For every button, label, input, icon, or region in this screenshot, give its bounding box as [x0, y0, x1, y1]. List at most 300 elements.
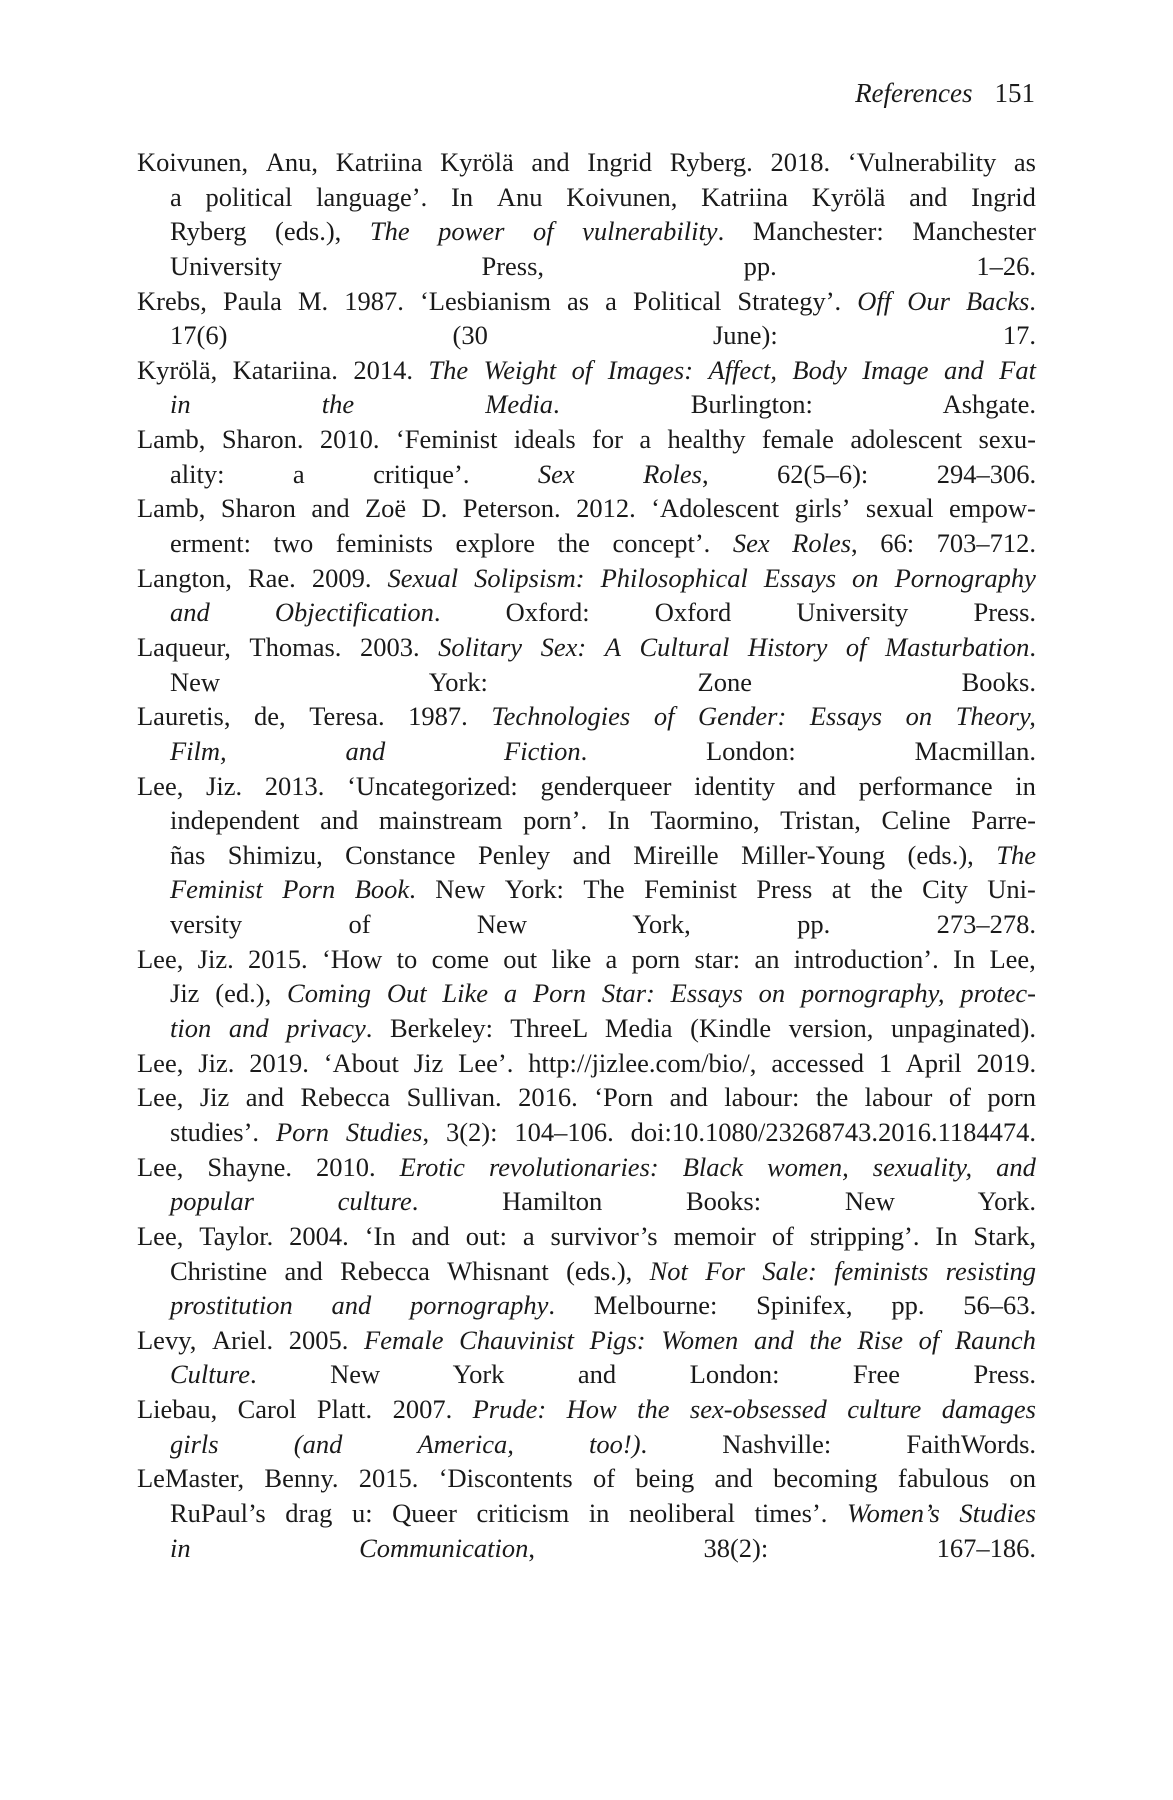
reference-word: Out: [386, 978, 427, 1009]
reference-word: pp.: [797, 909, 831, 940]
reference-word: ThreeL: [510, 1013, 588, 1044]
reference-word: New: [435, 874, 486, 905]
reference-word: Solitary: [438, 631, 523, 662]
reference-line: [137, 734, 1036, 769]
reference-line: [137, 214, 1036, 249]
reference-entry: [137, 353, 1036, 422]
reference-word: York: [452, 1359, 505, 1390]
reference-word: Lee,: [137, 1082, 184, 1113]
reference-word: Feminist: [170, 874, 263, 905]
reference-word: ‘Uncategorized:: [347, 770, 518, 801]
reference-line: [137, 803, 1036, 838]
reference-word: How: [566, 1394, 617, 1425]
reference-word: erment:: [170, 528, 251, 559]
reference-word: and: [577, 1359, 617, 1390]
reference-word: Ariel.: [212, 1324, 274, 1355]
reference-word: Shayne.: [207, 1151, 292, 1182]
reference-word: 1987.: [344, 285, 404, 316]
reference-word: girls’: [794, 493, 851, 524]
reference-word: Free: [852, 1359, 901, 1390]
reference-word: Melbourne:: [593, 1290, 718, 1321]
reference-word: 2013.: [264, 770, 325, 801]
reference-word: University: [170, 250, 282, 281]
reference-word: Star:: [601, 978, 655, 1009]
reference-word: April: [905, 1047, 962, 1078]
reference-word: Sexual: [387, 562, 459, 593]
reference-word: Jiz: [170, 978, 200, 1009]
reference-line: [137, 699, 1036, 734]
reference-word: ‘About: [323, 1047, 399, 1078]
reference-word: Objectification.: [274, 597, 441, 628]
reference-word: Women: [661, 1324, 739, 1355]
reference-word: Pornography: [894, 562, 1036, 593]
reference-word: Sharon: [220, 493, 296, 524]
reference-word: the: [815, 1082, 849, 1113]
reference-line: [137, 491, 1036, 526]
reference-word: Culture.: [170, 1359, 257, 1390]
reference-word: and: [996, 1151, 1036, 1182]
reference-word: New: [330, 1359, 381, 1390]
reference-word: porn’.: [523, 805, 588, 836]
reference-word: and: [284, 1255, 323, 1286]
reference-word: and: [909, 181, 948, 212]
reference-word: Platt.: [316, 1394, 373, 1425]
reference-word: a: [292, 458, 305, 489]
reference-line: [137, 145, 1036, 180]
reference-word: (eds.),: [275, 216, 342, 247]
reference-word: a: [605, 285, 617, 316]
reference-word: culture.: [337, 1186, 419, 1217]
reference-word: 273–278.: [936, 909, 1036, 940]
reference-word: Pigs:: [589, 1324, 646, 1355]
reference-word: 1–26.: [976, 250, 1037, 281]
reference-word: Katriina: [335, 147, 423, 177]
reference-word: revolutionaries:: [488, 1151, 659, 1182]
reference-entry: [137, 1080, 1036, 1149]
reference-word: critique’.: [373, 458, 470, 489]
reference-word: Lee,: [137, 943, 184, 974]
reference-line: [137, 457, 1036, 492]
reference-word: Weight: [483, 354, 557, 385]
reference-line: [137, 561, 1036, 596]
reference-word: Books.: [961, 666, 1036, 697]
reference-word: M.: [297, 285, 329, 316]
reference-word: Solipsism:: [474, 562, 585, 593]
reference-word: a: [605, 943, 618, 974]
reference-word: out:: [465, 1220, 507, 1251]
reference-word: Roles,: [792, 528, 858, 559]
reference-word: Porn: [282, 874, 336, 905]
reference-word: York,: [632, 909, 691, 940]
reference-word: too!).: [589, 1428, 648, 1459]
reference-word: Like: [442, 978, 489, 1009]
reference-entry: [137, 942, 1036, 1046]
reference-word: ‘Adolescent: [651, 493, 780, 524]
reference-entry: [137, 1461, 1036, 1565]
reference-word: survivor’s: [550, 1220, 658, 1251]
reference-line: [137, 526, 1036, 561]
reference-word: Laqueur,: [137, 631, 231, 662]
reference-word: New: [170, 666, 221, 697]
reference-word: Press: [756, 874, 813, 905]
reference-word: Nashville:: [722, 1428, 832, 1459]
reference-word: concept’.: [612, 528, 711, 559]
reference-word: Press.: [973, 597, 1037, 628]
reference-word: Philosophical: [600, 562, 748, 593]
reference-line: [137, 630, 1036, 665]
reference-word: 2003.: [359, 631, 420, 662]
reference-word: (eds.),: [566, 1255, 633, 1286]
reference-word: drag: [285, 1497, 333, 1528]
reference-word: and: [753, 1324, 794, 1355]
reference-word: 17(6): [170, 320, 228, 351]
reference-word: LeMaster,: [137, 1463, 245, 1494]
reference-word: Constance: [345, 839, 456, 870]
reference-word: Thomas.: [249, 631, 342, 662]
reference-word: criticism: [476, 1497, 570, 1528]
reference-word: Lee,: [137, 1220, 184, 1251]
reference-word: of: [771, 1220, 794, 1251]
reference-word: privacy.: [286, 1013, 373, 1044]
reference-word: in: [170, 1532, 191, 1563]
reference-word: The: [428, 354, 469, 385]
reference-word: Rebecca: [340, 1255, 430, 1286]
reference-word: ‘Porn: [594, 1082, 654, 1113]
reference-word: The: [996, 839, 1036, 870]
reference-word: New: [844, 1186, 895, 1217]
reference-word: and: [331, 1290, 372, 1321]
reference-word: sexu-: [978, 424, 1036, 455]
reference-word: Strategy’.: [737, 285, 842, 316]
reference-line: [137, 1254, 1036, 1289]
reference-word: pp.: [891, 1290, 925, 1321]
reference-word: Jiz: [413, 1047, 444, 1078]
reference-word: Mireille: [633, 839, 719, 870]
reference-word: for: [592, 424, 623, 455]
reference-word: in: [170, 389, 191, 420]
reference-line: [137, 180, 1036, 215]
reference-word: Sale:: [762, 1255, 817, 1286]
reference-line: [137, 1288, 1036, 1323]
reference-word: Katariina.: [232, 354, 338, 385]
reference-word: and: [531, 147, 570, 177]
reference-word: resisting: [945, 1255, 1036, 1286]
reference-word: of: [653, 701, 675, 732]
reference-word: New: [476, 909, 527, 940]
reference-word: of: [571, 354, 593, 385]
reference-word: of: [948, 1082, 971, 1113]
reference-word: 2012.: [576, 493, 636, 524]
reference-word: female: [761, 424, 834, 455]
reference-word: Political: [633, 285, 722, 316]
reference-word: protec-: [960, 978, 1036, 1009]
reference-line: [137, 769, 1036, 804]
reference-word: Stark,: [973, 1220, 1036, 1251]
reference-word: 1: [878, 1047, 893, 1078]
reference-word: Raunch: [954, 1324, 1036, 1355]
reference-word: feminists: [335, 528, 433, 559]
reference-word: Porn: [532, 978, 586, 1009]
reference-entry: [137, 1392, 1036, 1461]
reference-word: RuPaul’s: [170, 1497, 266, 1528]
reference-word: 2015.: [248, 943, 308, 974]
reference-word: 2004.: [289, 1220, 349, 1251]
reference-word: Essays: [670, 978, 743, 1009]
reference-line: [137, 1046, 1036, 1081]
reference-word: and: [311, 493, 350, 524]
reference-entry: [137, 561, 1036, 630]
reference-word: the: [637, 1394, 670, 1425]
reference-word: Sex: [537, 458, 575, 489]
reference-word: Erotic: [399, 1151, 465, 1182]
reference-word: Book.: [354, 874, 416, 905]
reference-word: (30: [452, 320, 488, 351]
reference-word: 2010.: [319, 424, 380, 455]
reference-line: [137, 1150, 1036, 1185]
reference-word: Lee,: [137, 770, 184, 801]
reference-word: and: [714, 1463, 753, 1494]
running-header-title: References: [855, 78, 973, 108]
reference-word: York.: [977, 1186, 1037, 1217]
reference-word: Technologies: [491, 701, 631, 732]
reference-word: culture: [847, 1394, 922, 1425]
reference-word: ideals: [513, 424, 576, 455]
reference-word: Sullivan.: [406, 1082, 502, 1113]
reference-word: Press,: [481, 250, 545, 281]
reference-word: ‘How: [321, 943, 383, 974]
reference-word: feminists: [834, 1255, 929, 1286]
reference-word: ‘Discontents: [438, 1463, 573, 1494]
reference-line: [137, 665, 1036, 700]
reference-word: being: [635, 1463, 695, 1494]
reference-word: Kyrölä: [440, 147, 514, 177]
reference-word: 2019.: [249, 1047, 309, 1078]
reference-word: Chauvinist: [459, 1324, 574, 1355]
reference-word: Lamb,: [137, 424, 206, 455]
reference-word: popular: [170, 1186, 254, 1217]
reference-word: memoir: [673, 1220, 756, 1251]
reference-line: [137, 1427, 1036, 1462]
reference-word: Carol: [237, 1394, 297, 1425]
reference-entry: [137, 145, 1036, 284]
reference-word: Lauretis,: [137, 701, 231, 732]
reference-word: version,: [788, 1013, 874, 1044]
reference-word: Images:: [607, 354, 694, 385]
reference-line: [137, 595, 1036, 630]
reference-word: Whisnant: [447, 1255, 549, 1286]
reference-word: Lee,: [989, 943, 1036, 974]
reference-word: Berkeley:: [390, 1013, 494, 1044]
reference-word: explore: [455, 528, 535, 559]
reference-line: [137, 1080, 1036, 1115]
reference-word: the: [870, 874, 903, 905]
reference-word: star:: [694, 943, 741, 974]
reference-line: [137, 1011, 1036, 1046]
reference-word: as: [567, 285, 590, 316]
reference-word: http://jizlee.com/bio/,: [528, 1047, 757, 1078]
running-header: [855, 76, 1035, 110]
reference-word: vulnerability.: [582, 216, 725, 247]
reference-word: Kyrölä,: [137, 354, 218, 385]
reference-word: Coming: [287, 978, 371, 1009]
reference-word: of: [845, 631, 867, 662]
reference-line: [137, 1357, 1036, 1392]
reference-word: sexuality,: [872, 1151, 973, 1182]
reference-word: Anu: [496, 181, 543, 212]
reference-line: [137, 249, 1036, 284]
reference-word: Tristan,: [780, 805, 861, 836]
reference-word: The: [369, 216, 410, 247]
reference-entry: [137, 422, 1036, 491]
reference-word: two: [273, 528, 314, 559]
reference-word: Paula: [223, 285, 282, 316]
reference-word: political: [205, 181, 293, 212]
reference-word: sexual: [865, 493, 934, 524]
reference-word: a: [639, 424, 652, 455]
reference-word: Jiz.: [197, 943, 234, 974]
reference-word: In: [935, 1220, 958, 1251]
reference-word: unpaginated).: [891, 1013, 1037, 1044]
page-number: 151: [994, 78, 1035, 108]
reference-line: [137, 1323, 1036, 1358]
reference-word: D.: [421, 493, 448, 524]
reference-word: 2009.: [311, 562, 372, 593]
reference-word: ‘In: [364, 1220, 396, 1251]
reference-word: Anu,: [265, 147, 319, 177]
reference-word: Media.: [485, 389, 560, 420]
reference-word: versity: [170, 909, 243, 940]
reference-line: [137, 387, 1036, 422]
reference-word: stripping’.: [809, 1220, 920, 1251]
reference-word: Sharon.: [221, 424, 304, 455]
reference-word: Sex: [732, 528, 770, 559]
reference-word: (ed.),: [215, 978, 272, 1009]
reference-word: Oxford:: [505, 597, 590, 628]
reference-word: Ashgate.: [942, 389, 1037, 420]
reference-word: and: [320, 805, 359, 836]
reference-word: Female: [364, 1324, 444, 1355]
reference-word: 62(5–6):: [777, 458, 869, 489]
reference-entry: [137, 1323, 1036, 1392]
reference-word: In: [607, 805, 630, 836]
reference-word: u:: [351, 1497, 373, 1528]
reference-entry: [137, 769, 1036, 942]
reference-word: Macmillan.: [914, 735, 1037, 766]
reference-word: (and: [293, 1428, 343, 1459]
reference-word: like: [551, 943, 592, 974]
reference-word: Teresa.: [309, 701, 385, 732]
reference-word: 104–106.: [514, 1116, 614, 1147]
reference-word: London:: [706, 735, 796, 766]
reference-line: [137, 1531, 1036, 1566]
reference-word: Cultural: [639, 631, 730, 662]
reference-line: [137, 907, 1036, 942]
reference-word: 1987.: [408, 701, 468, 732]
reference-word: 56–63.: [963, 1290, 1037, 1321]
reference-word: introduction’.: [793, 943, 939, 974]
reference-word: to: [396, 943, 418, 974]
reference-word: Roles,: [643, 458, 709, 489]
reference-word: and: [669, 1082, 708, 1113]
reference-word: mainstream: [378, 805, 503, 836]
reference-word: Parre-: [971, 805, 1036, 836]
reference-word: adolescent: [850, 424, 963, 455]
reference-line: [137, 1461, 1036, 1496]
reference-word: girls: [170, 1428, 219, 1459]
reference-word: Rae.: [247, 562, 296, 593]
reference-word: Image: [862, 354, 929, 385]
reference-entry: [137, 284, 1036, 353]
reference-word: out: [503, 943, 538, 974]
reference-line: [137, 1219, 1036, 1254]
reference-word: Kyrölä: [811, 181, 886, 212]
reference-word: City: [922, 874, 968, 905]
reference-word: come: [431, 943, 489, 974]
reference-word: History: [747, 631, 828, 662]
reference-word: and: [345, 735, 386, 766]
reference-word: labour: [864, 1082, 933, 1113]
reference-word: of: [348, 909, 371, 940]
reference-word: porn: [631, 943, 681, 974]
reference-word: labour:: [724, 1082, 800, 1113]
reference-word: Feminist: [644, 874, 737, 905]
reference-word: and: [411, 1220, 450, 1251]
reference-word: In: [953, 943, 976, 974]
reference-word: Fat: [999, 354, 1036, 385]
reference-word: Jiz.: [198, 1047, 235, 1078]
reference-word: 2007.: [392, 1394, 453, 1425]
reference-word: 2019.: [976, 1047, 1037, 1078]
reference-word: Manchester: [912, 216, 1036, 247]
reference-line: [137, 1496, 1036, 1531]
reference-word: power: [438, 216, 505, 247]
reference-word: (Kindle: [690, 1013, 772, 1044]
reference-word: Krebs,: [137, 285, 207, 316]
reference-word: women,: [767, 1151, 849, 1182]
reference-word: and: [797, 770, 837, 801]
reference-word: the: [557, 528, 590, 559]
reference-word: an: [754, 943, 780, 974]
reference-word: Essays: [809, 701, 883, 732]
reference-word: performance: [858, 770, 993, 801]
reference-word: Communication,: [359, 1532, 535, 1563]
reference-word: University: [796, 597, 909, 628]
reference-word: Fiction.: [504, 735, 588, 766]
reference-word: genderqueer: [540, 770, 672, 801]
reference-word: on: [852, 562, 879, 593]
reference-word: Ryberg: [170, 216, 247, 247]
reference-word: Peterson.: [462, 493, 561, 524]
reference-word: ality:: [170, 458, 225, 489]
reference-word: Shimizu,: [227, 839, 323, 870]
reference-line: [137, 318, 1036, 353]
reference-word: Essays: [763, 562, 837, 593]
reference-word: Celine: [881, 805, 951, 836]
reference-word: Theory,: [955, 701, 1036, 732]
reference-list: [137, 145, 1036, 1565]
reference-word: ñas: [170, 839, 206, 870]
reference-line: [137, 1115, 1036, 1150]
reference-word: becoming: [773, 1463, 878, 1494]
reference-word: Hamilton: [502, 1186, 603, 1217]
reference-word: and: [228, 1013, 269, 1044]
reference-word: Koivunen,: [566, 181, 678, 212]
reference-word: Affect,: [708, 354, 777, 385]
reference-word: Taormino,: [650, 805, 760, 836]
reference-word: Ingrid: [971, 181, 1036, 212]
reference-word: In: [451, 181, 474, 212]
reference-line: [137, 942, 1036, 977]
